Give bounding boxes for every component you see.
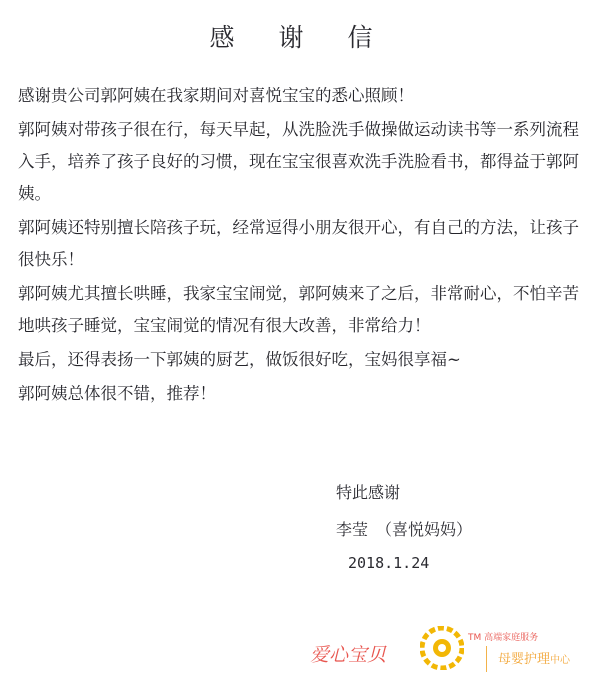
paragraph-5: 最后，还得表扬一下郭姨的厨艺，做饭很好吃，宝妈很享福~ (18, 350, 461, 369)
letter-date: 2018.1.24 (348, 554, 430, 572)
sub-brand (498, 648, 570, 667)
closing-text: 特此感谢 (336, 483, 401, 502)
sun-logo-icon (420, 626, 464, 670)
letter-title: 感 谢 信 (209, 23, 391, 52)
brand-name: 爱心宝贝 (310, 644, 387, 666)
signature-note: （喜悦妈妈） (376, 520, 473, 539)
paragraph-2: 郭阿姨对带孩子很在行，每天早起，从洗脸洗手做操做运动读书等一系列流程入手，培养了孩子良好的习惯，现在宝宝很喜欢洗手洗脸看书，都得益于郭阿姨。 (18, 120, 579, 203)
paragraph-3: 郭阿姨还特别擅长陪孩子玩，经常逗得小朋友很开心，有自己的方法，让孩子很快乐！ (18, 218, 579, 269)
sub-brand-main: 母婴护理 (498, 652, 551, 667)
footer-branding (0, 618, 600, 684)
signature (336, 517, 472, 540)
signature-block (336, 480, 472, 586)
signature-name: 李莹 (336, 520, 369, 539)
paragraph-4: 郭阿姨尤其擅长哄睡，我家宝宝闹觉，郭阿姨来了之后，非常耐心，不怕辛苦地哄孩子睡觉，宝宝闹觉的情况有很大改善，非常给力！ (18, 284, 579, 335)
footer-divider (486, 646, 487, 672)
letter-body (18, 80, 590, 412)
paragraph-6: 郭阿姨总体很不错，推荐！ (18, 384, 216, 403)
tagline: TM 高端家庭服务 (468, 633, 539, 643)
sub-brand-small: 中心 (550, 655, 571, 666)
paragraph-1: 感谢贵公司郭阿姨在我家期间对喜悦宝宝的悉心照顾！ (18, 86, 414, 105)
